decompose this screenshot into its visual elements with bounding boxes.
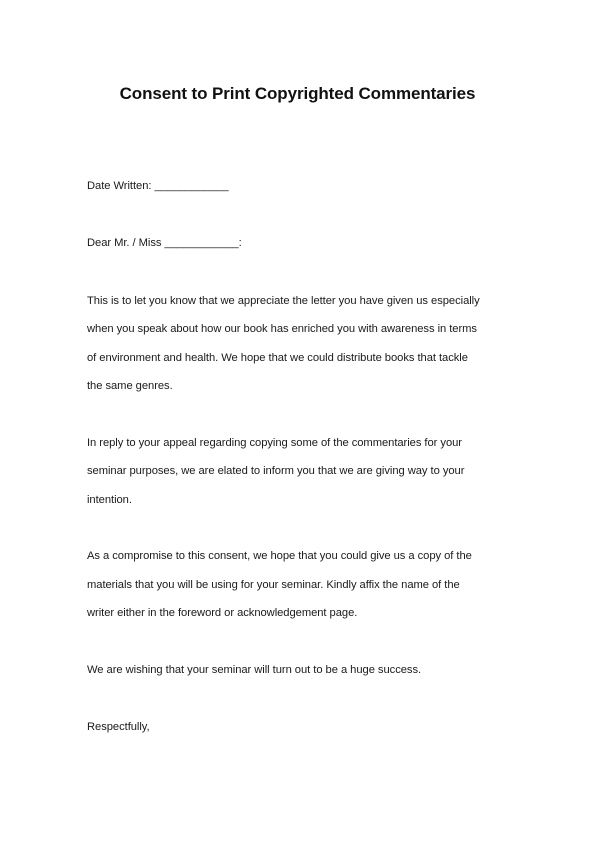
paragraph-1-line-2: when you speak about how our book has enriched you with awareness in terms: [87, 323, 477, 335]
paragraph-1-line-1: This is to let you know that we appreciate the letter you have given us especially: [87, 295, 480, 307]
paragraph-1-line-3: of environment and health. We hope that we could distribute books that tackle: [87, 352, 468, 364]
paragraph-2-line-1: In reply to your appeal regarding copying some of the commentaries for your: [87, 437, 462, 449]
paragraph-3-line-3: writer either in the foreword or acknowledgement page.: [87, 607, 358, 619]
closing: Respectfully,: [87, 721, 150, 733]
paragraph-3-line-1: As a compromise to this consent, we hope that you could give us a copy of the: [87, 550, 472, 562]
paragraph-2-line-3: intention.: [87, 494, 132, 506]
date-line: Date Written: ____________: [87, 180, 229, 192]
salutation: Dear Mr. / Miss ____________:: [87, 237, 242, 249]
paragraph-2-line-2: seminar purposes, we are elated to inform you that we are giving way to your: [87, 465, 465, 477]
paragraph-3-line-2: materials that you will be using for your seminar. Kindly affix the name of the: [87, 579, 460, 591]
paragraph-1-line-4: the same genres.: [87, 380, 173, 392]
document-title: Consent to Print Copyrighted Commentaries: [119, 84, 476, 103]
paragraph-4-line-1: We are wishing that your seminar will turn out to be a huge success.: [87, 664, 422, 676]
